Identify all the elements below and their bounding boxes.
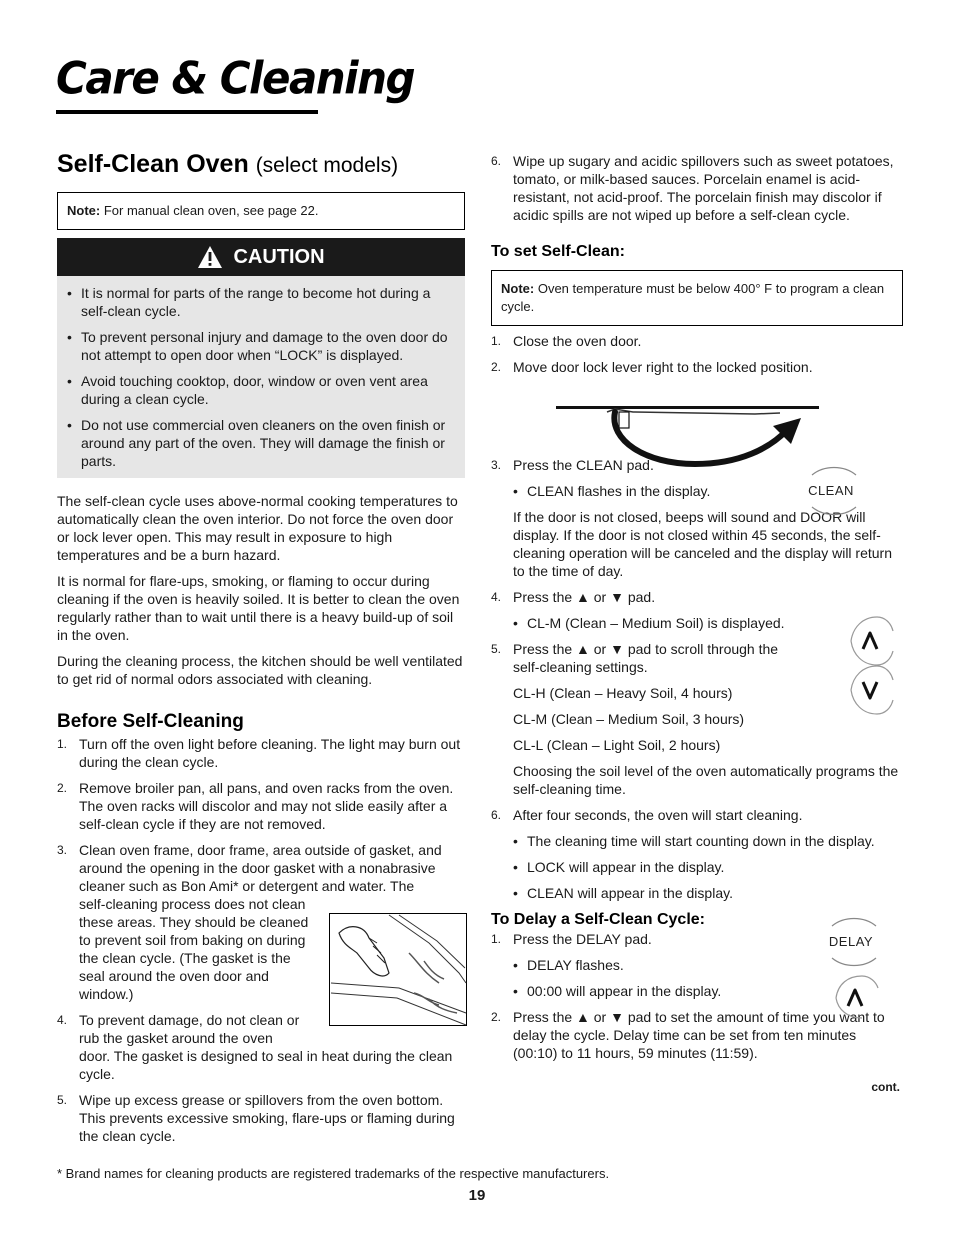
bullet-item: • CLEAN will appear in the display. — [513, 885, 733, 901]
step-number: 4. — [491, 590, 502, 604]
bullet-text: The cleaning time will start counting down in the display. — [527, 833, 875, 849]
caution-item: • Do not use commercial oven cleaners on the oven finish or around any part of the oven. They will damage the finish or parts. — [67, 416, 455, 470]
setting-option: CL-M (Clean – Medium Soil, 3 hours) — [513, 711, 745, 727]
step-bullets — [491, 832, 903, 902]
bullet-item: • LOCK will appear in the display. — [513, 859, 725, 875]
set-self-clean-heading: To set Self-Clean: — [491, 243, 625, 260]
step-item — [491, 358, 903, 376]
bullet-text: CLEAN will appear in the display. — [527, 885, 733, 901]
lock-lever-diagram — [555, 400, 821, 472]
step-text: Wipe up sugary and acidic spillovers such as sweet potatoes, tomato, or milk-based sauces. Porcelain enamel is acid-resistant, not acid-proof. The porcelain finish may discolor if acidic spills are not wiped up before a self-clean cycle. — [513, 153, 894, 223]
step-number: 5. — [57, 1093, 68, 1107]
caution-item-text: It is normal for parts of the range to become hot during a self-clean cycle. — [81, 285, 431, 319]
delay-pad-icon — [820, 914, 882, 970]
trademark-footnote: * Brand names for cleaning products are registered trademarks of the respective manufacturers. — [57, 1166, 610, 1181]
clean-pad-label: CLEAN — [808, 483, 854, 498]
note-text: Oven temperature must be below 400° F to program a clean cycle. — [501, 281, 885, 314]
note-label: Note: — [501, 281, 535, 296]
step-text-continued: door. The gasket is designed to seal in heat during the clean cycle. — [79, 1048, 453, 1082]
bullet-text: CLEAN flashes in the display. — [527, 483, 711, 499]
caution-item: • Avoid touching cooktop, door, window or oven vent area during a clean cycle. — [67, 372, 455, 408]
temperature-note — [491, 270, 903, 326]
delay-pad-label: DELAY — [828, 934, 874, 949]
before-cleaning-heading: Before Self-Cleaning — [57, 711, 244, 732]
step-item — [491, 332, 903, 350]
step-text: Press the ▲ or ▼ pad to scroll through the self-cleaning settings. — [513, 641, 779, 675]
step-text: Clean oven frame, door frame, area outside of gasket, and around the opening in the door gasket with a nonabrasive cleaner such as Bon Ami* or detergent and water. The — [79, 842, 442, 894]
step-number: 1. — [491, 932, 502, 946]
note-text: For manual clean oven, see page 22. — [103, 203, 319, 218]
caution-label: CAUTION — [233, 246, 325, 268]
setting-option: CL-H (Clean – Heavy Soil, 4 hours) — [513, 685, 733, 701]
step-number: 1. — [57, 737, 68, 751]
caution-item-text: Avoid touching cooktop, door, window or oven vent area during a clean cycle. — [81, 373, 428, 407]
section-title — [57, 148, 465, 182]
step-item — [491, 152, 903, 224]
caution-item: • To prevent personal injury and damage to the oven door do not attempt to open door when “LOCK” is displayed. — [67, 328, 455, 364]
page-number: 19 — [468, 1187, 486, 1204]
delay-up-arrow-pad-icon — [830, 972, 880, 1022]
step-item — [57, 735, 465, 771]
door-warning-paragraph: If the door is not closed, beeps will sound and DOOR will display. If the door is not closed within 45 seconds, the self-cleaning operation will be canceled and the display will return to the time of day. — [513, 509, 893, 579]
bullet-item: • DELAY flashes. — [513, 957, 624, 973]
caution-item-text: To prevent personal injury and damage to the oven door do not attempt to open door when “LOCK” is displayed. — [81, 329, 448, 363]
step-number: 3. — [491, 458, 502, 472]
note-label: Note: — [67, 203, 101, 218]
gasket-cleaning-illustration — [329, 913, 467, 1026]
down-arrow-pad-icon — [845, 662, 895, 718]
bullet-item: • CLEAN flashes in the display. — [513, 483, 711, 499]
setting-option: CL-L (Clean – Light Soil, 2 hours) — [513, 737, 721, 753]
step-number: 5. — [491, 642, 502, 656]
step-number: 2. — [491, 360, 502, 374]
caution-box — [57, 238, 465, 478]
warning-triangle-icon — [197, 245, 223, 269]
clean-pad-icon — [800, 463, 862, 519]
step-bullets — [491, 614, 903, 632]
caution-item: • It is normal for parts of the range to become hot during a self-clean cycle. — [67, 284, 455, 320]
bullet-item: • CL-M (Clean – Medium Soil) is displayed. — [513, 615, 785, 631]
soil-level-paragraph: Choosing the soil level of the oven automatically programs the self-cleaning time. — [513, 763, 899, 797]
section-title-text: Self-Clean Oven — [57, 150, 249, 178]
step-text-continued: self-cleaning process does not clean these areas. They should be cleaned to prevent soil from baking on during the clean cycle. (The gasket is the seal around the oven door and window.) — [79, 896, 309, 1002]
step-item — [57, 1091, 465, 1145]
caution-header — [57, 238, 465, 276]
title-rule — [56, 110, 318, 114]
caution-item-text: Do not use commercial oven cleaners on the oven finish or around any part of the oven. They will damage the finish or parts. — [81, 417, 446, 469]
step-item — [57, 779, 465, 833]
section-subtitle: (select models) — [255, 154, 399, 177]
bullet-item: • 00:00 will appear in the display. — [513, 983, 722, 999]
step-text: Close the oven door. — [513, 333, 642, 349]
continued-label: cont. — [871, 1080, 900, 1094]
step-number: 6. — [491, 808, 502, 822]
bullet-text: CL-M (Clean – Medium Soil) is displayed. — [527, 615, 785, 631]
bullet-item: • The cleaning time will start counting down in the display. — [513, 833, 875, 849]
step-text: To prevent damage, do not clean or rub the gasket around the oven — [79, 1012, 300, 1046]
step-text: Wipe up excess grease or spillovers from the oven bottom. This prevents excessive smoking, flare-ups or flaming during the clean cycle. — [79, 1092, 455, 1144]
bullet-text: 00:00 will appear in the display. — [527, 983, 722, 999]
intro-paragraph: It is normal for flare-ups, smoking, or flaming to occur during cleaning if the oven is heavily soiled. It is better to clean the oven regularly rather than to wait until there is a heavy build-up of soil in the oven. — [57, 573, 460, 643]
page-title: Care & Cleaning — [56, 52, 415, 105]
step-item — [491, 640, 903, 676]
step-text: After four seconds, the oven will start cleaning. — [513, 807, 803, 823]
step-text: Turn off the oven light before cleaning. The light may burn out during the clean cycle. — [79, 736, 461, 770]
step-number: 2. — [491, 1010, 502, 1024]
bullet-text: DELAY flashes. — [527, 957, 624, 973]
step-item — [491, 806, 903, 824]
caution-list — [57, 276, 465, 478]
intro-text — [57, 492, 465, 688]
step-number: 2. — [57, 781, 68, 795]
step-number: 6. — [491, 154, 502, 168]
intro-paragraph: During the cleaning process, the kitchen should be well ventilated to get rid of normal odors associated with cleaning. — [57, 653, 463, 687]
step-number: 3. — [57, 843, 68, 857]
step-number: 4. — [57, 1013, 68, 1027]
delay-clean-heading: To Delay a Self-Clean Cycle: — [491, 911, 705, 928]
manual-clean-note — [57, 192, 465, 230]
step-text: Move door lock lever right to the locked position. — [513, 359, 813, 375]
step-item — [491, 588, 903, 606]
before-cleaning-steps-continued — [491, 152, 903, 224]
step-number: 1. — [491, 334, 502, 348]
intro-paragraph: The self-clean cycle uses above-normal cooking temperatures to automatically clean the oven interior. Do not force the oven door or lock lever open. This may result in exposure to high temperatures and be a burn hazard. — [57, 493, 458, 563]
step-text: Press the CLEAN pad. — [513, 457, 654, 473]
step-text: Press the ▲ or ▼ pad. — [513, 589, 656, 605]
bullet-text: LOCK will appear in the display. — [527, 859, 725, 875]
step-text: Press the ▲ or ▼ pad to set the amount of time you want to delay the cycle. Delay time can be set from ten minutes (00:10) to 11 hours, 59 minutes (11:59). — [513, 1009, 885, 1061]
up-arrow-pad-icon — [845, 613, 895, 669]
step-text: Press the DELAY pad. — [513, 931, 652, 947]
step-text: Remove broiler pan, all pans, and oven racks from the oven. The oven racks will discolor and may not slide easily after a self-clean cycle if they are not removed. — [79, 780, 454, 832]
